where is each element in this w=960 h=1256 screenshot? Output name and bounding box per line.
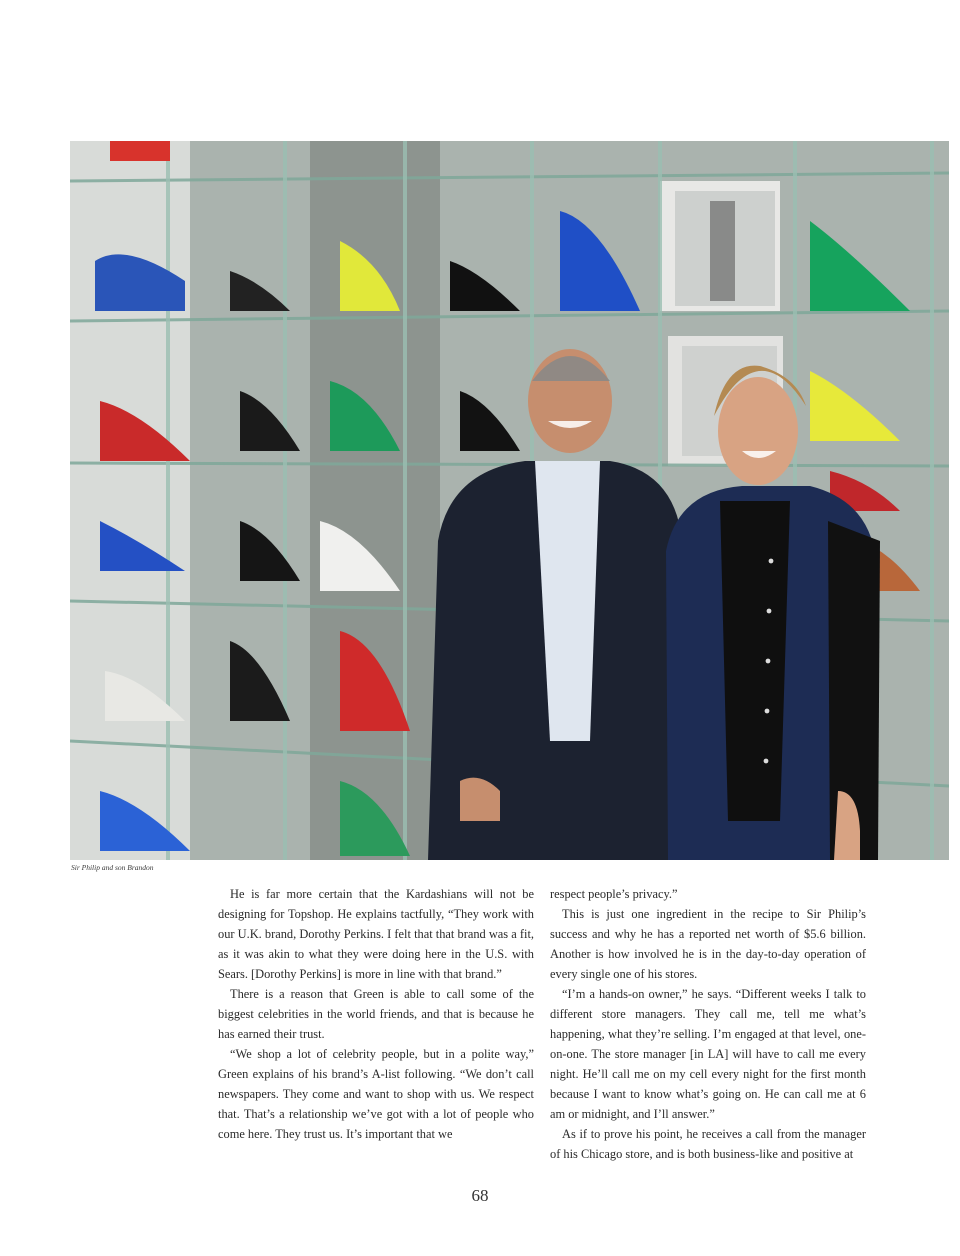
paragraph: “I’m a hands-on owner,” he says. “Different weeks I talk to different store managers. They call me, tell me what’s happening, what they’re selling. I’m engaged at that level, one-on-one. The store manager [in LA] will have to call me every night. He’ll call me on my cell every night for the first month because I want to know what’s going on. He can call me at 6 am or midnight, and I’ll answer.”: [550, 987, 866, 1121]
article-column-left: [218, 884, 534, 1144]
photo-caption: Sir Philip and son Brandon: [71, 863, 154, 872]
paragraph: He is far more certain that the Kardashians will not be designing for Topshop. He explains tactfully, “They work with our U.K. brand, Dorothy Perkins. I felt that that brand was a fit, as it was akin to what they were doing here in the U.S. with Sears. [Dorothy Perkins] is more in line with that brand.”: [218, 887, 534, 981]
article-column-right: [550, 884, 866, 1164]
paragraph: As if to prove his point, he receives a call from the manager of his Chicago store, and is both business-like and positive at: [550, 1127, 866, 1161]
feature-photo: [70, 141, 949, 860]
paragraph: This is just one ingredient in the recipe to Sir Philip’s success and why he has a reported net worth of $5.6 billion. Another is how involved he is in the day-to-day operation of every single one of his stores.: [550, 907, 866, 981]
page-number: 68: [471, 1186, 489, 1205]
photo-illustration: [70, 141, 949, 860]
paragraph: “We shop a lot of celebrity people, but in a polite way,” Green explains of his brand’s A-list following. “We don’t call newspapers. They come and want to shop with us. We respect that. That’s a relationship we’ve got with a lot of people who come here. They trust us. It’s important that we: [218, 1047, 534, 1141]
paragraph: There is a reason that Green is able to call some of the biggest celebrities in the world friends, and that is because he has earned their trust.: [218, 987, 534, 1041]
paragraph-continuation: respect people’s privacy.”: [550, 887, 678, 901]
